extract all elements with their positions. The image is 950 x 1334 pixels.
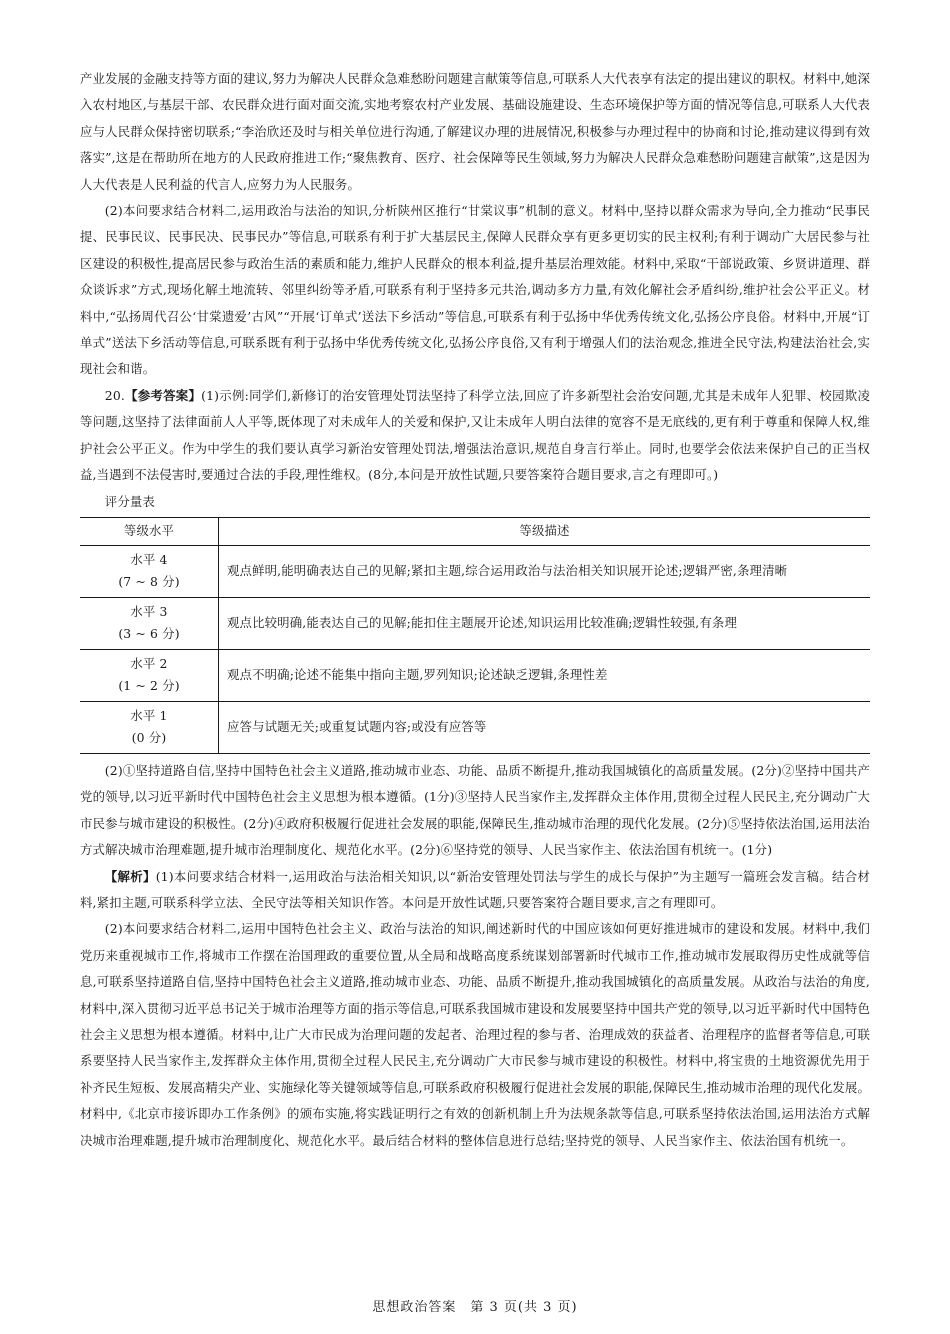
description-cell: 应答与试题无关;或重复试题内容;或没有应答等	[219, 701, 871, 753]
paragraph-q19-part2-analysis: (2)本问要求结合材料二,运用政治与法治的知识,分析陕州区推行“甘棠议事”机制的意义。材料中,坚持以群众需求为导向,全力推动“民事民提、民事民议、民事民决、民事民办”等信息,可联系有利于扩大基层民主,保障人民群众享有更多更切实的民主权利;有利于调动广大居民参与社区建设的积极性,提高居民参与政治生活的素质和能力,维护人民群众的根本利益,提升基层治理效能。材料中,采取“干部说政策、乡贤讲道理、群众谈诉求”方式,现场化解土地流转、邻里纠纷等矛盾,可联系有利于坚持多元共治,调动多方力量,有效化解社会矛盾纠纷,维护社会公平正义。材料中,“弘扬周代召公‘甘棠遗爱’古风”“开展‘订单式’送法下乡活动”等信息,可联系有利于弘扬中华优秀传统文化,弘扬公序良俗。材料中,开展“订单式”送法下乡活动等信息,可联系既有利于弘扬中华优秀传统文化,弘扬公序良俗,又有利于增强人们的法治观念,推进全民守法,构建法治社会,实现社会和谐。	[80, 203, 870, 377]
analysis1-text: (1)本问要求结合材料一,运用政治与法治相关知识,以“新治安管理处罚法与学生的成长与保护”为主题写一篇班会发言稿。结合材料,紧扣主题,可联系科学立法、全民守法等相关知识作答。本问是开放性试题,只要答案符合题目要求,言之有理即可。	[80, 868, 870, 910]
level-name: 水平 3	[130, 604, 168, 620]
level-score: (0 分)	[131, 730, 167, 746]
reference-answer-tag: 【参考答案】	[124, 387, 202, 403]
header-level: 等级水平	[80, 517, 219, 545]
q20-answer-part1	[80, 383, 870, 489]
page-footer: 思想政治答案 第 3 页(共 3 页)	[372, 1300, 578, 1315]
scoring-table-title: 评分量表	[104, 493, 155, 509]
paragraph-q19-part1-continued: 产业发展的金融支持等方面的建议,努力为解决人民群众急难愁盼问题建言献策等信息,可联系人大代表享有法定的提出建议的职权。材料中,她深入农村地区,与基层干部、农民群众进行面对面交流,实地考察农村产业发展、基础设施建设、生态环境保护等方面的情况等信息,可联系人大代表应与人民群众保持密切联系;“李治欣还及时与相关单位进行沟通,了解建议办理的进展情况,积极参与办理过程中的协商和讨论,推动建议得到有效落实”,这是在帮助所在地方的人民政府推进工作;“聚焦教育、医疗、社会保障等民生领域,努力为解决人民群众急难愁盼问题建言献策”,这是因为人大代表是人民利益的代言人,应努力为人民服务。	[80, 71, 870, 192]
level-cell	[80, 649, 219, 701]
analysis-tag: 【解析】	[104, 868, 156, 884]
level-cell	[80, 545, 219, 597]
answer-content	[80, 66, 870, 1154]
table-row	[80, 597, 870, 649]
level-score: (1 ~ 2 分)	[118, 678, 180, 694]
level-name: 水平 1	[130, 708, 168, 724]
description-cell: 观点鲜明,能明确表达自己的见解;紧扣主题,综合运用政治与法治相关知识展开论述;逻辑严密,条理清晰	[219, 545, 871, 597]
level-score: (3 ~ 6 分)	[118, 626, 180, 642]
table-row	[80, 545, 870, 597]
header-description: 等级描述	[219, 517, 871, 545]
level-cell	[80, 701, 219, 753]
scoring-rubric-table	[80, 517, 870, 754]
level-name: 水平 2	[130, 656, 168, 672]
q20-answer-part2: (2)①坚持道路自信,坚持中国特色社会主义道路,推动城市业态、功能、品质不断提升,推动我国城镇化的高质量发展。(2分)②坚持中国共产党的领导,以习近平新时代中国特色社会主义思想为根本遵循。(1分)③坚持人民当家作主,发挥群众主体作用,贯彻全过程人民民主,充分调动广大市民参与城市建设的积极性。(2分)④政府积极履行促进社会发展的职能,保障民生,推动城市治理的现代化发展。(2分)⑤坚持依法治国,运用法治方式解决城市治理难题,提升城市治理制度化、规范化水平。(2分)⑥坚持党的领导、人民当家作主、依法治国有机统一。(1分)	[80, 762, 870, 858]
q20-analysis-part1	[80, 864, 870, 917]
level-name: 水平 4	[130, 552, 168, 568]
q20-analysis-part2: (2)本问要求结合材料二,运用中国特色社会主义、政治与法治的知识,阐述新时代的中国应该如何更好推进城市的建设和发展。材料中,我们党历来重视城市工作,将城市工作摆在治国理政的重要位置,从全局和战略高度系统谋划部署新时代城市工作,推动城市发展取得历史性成就等信息,可联系坚持道路自信,坚持中国特色社会主义道路,推动城市业态、功能、品质不断提升,推动我国城镇化的高质量发展。从政治与法治的角度,材料中,深入贯彻习近平总书记关于城市治理等方面的指示等信息,可联系我国城市建设和发展要坚持中国共产党的领导,以习近平新时代中国特色社会主义思想为根本遵循。材料中,让广大市民成为治理问题的发起者、治理过程的参与者、治理成效的获益者、治理程序的监督者等信息,可联系要坚持人民当家作主,发挥群众主体作用,贯彻全过程人民民主,充分调动广大市民参与城市建设的积极性。材料中,将宝贵的土地资源优先用于补齐民生短板、发展高精尖产业、实施绿化等关键领域等信息,可联系政府积极履行促进社会发展的职能,保障民生,推动城市治理的现代化发展。材料中,《北京市接诉即办工作条例》的颁布实施,将实践证明行之有效的创新机制上升为法规条款等信息,可联系坚持依法治国,运用法治方式解决城市治理难题,提升城市治理制度化、规范化水平。最后结合材料的整体信息进行总结;坚持党的领导、人民当家作主、依法治国有机统一。	[80, 921, 870, 1148]
description-cell: 观点不明确;论述不能集中指向主题,罗列知识;论述缺乏逻辑,条理性差	[219, 649, 871, 701]
level-score: (7 ~ 8 分)	[118, 574, 180, 590]
level-cell	[80, 597, 219, 649]
description-cell: 观点比较明确,能表达自己的见解;能扣住主题展开论述,知识运用比较准确;逻辑性较强,有条理	[219, 597, 871, 649]
table-row	[80, 649, 870, 701]
table-header-row	[80, 517, 870, 545]
q20-part1-text: (1)示例:同学们,新修订的治安管理处罚法坚持了科学立法,回应了许多新型社会治安问题,尤其是未成年人犯罪、校园欺凌等问题,这坚持了法律面前人人平等,既体现了对未成年人的关爱和保护,又让未成年人明白法律的宽容不是无底线的,更有利于尊重和保障人权,维护社会公平正义。作为中学生的我们要认真学习新治安管理处罚法,增强法治意识,规范自身言行举止。同时,也要学会依法来保护自己的正当权益,当遇到不法侵害时,要通过合法的手段,理性维权。(8分,本问是开放性试题,只要答案符合题目要求,言之有理即可。)	[80, 387, 870, 483]
q20-number: 20.	[104, 387, 125, 403]
table-row	[80, 701, 870, 753]
